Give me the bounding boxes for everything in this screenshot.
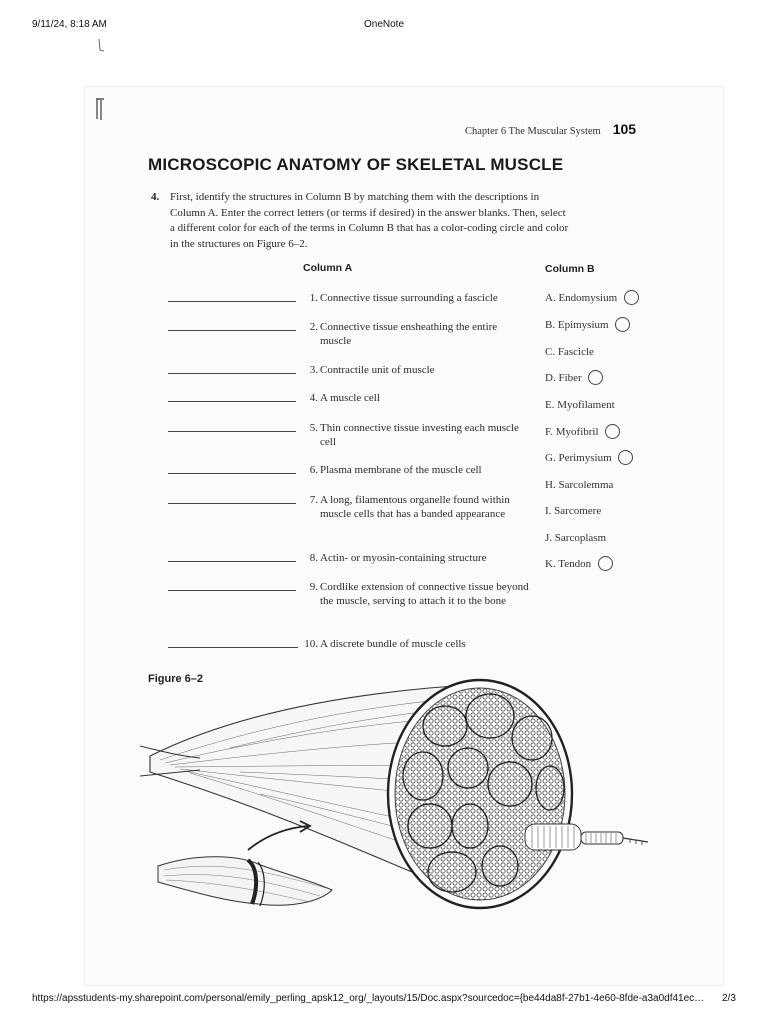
column-b-term — [545, 397, 615, 413]
item-number: 3. — [309, 364, 318, 376]
term-letter: I. — [545, 505, 552, 517]
column-b-heading: Column B — [545, 263, 595, 275]
question-number: 4. — [151, 191, 160, 203]
page-number: 105 — [612, 121, 637, 137]
term-name: Fiber — [558, 372, 582, 384]
item-text: Actin- or myosin-containing structure — [320, 552, 487, 564]
color-coding-circle[interactable] — [618, 450, 633, 465]
answer-blank[interactable] — [168, 373, 296, 374]
item-text: Plasma membrane of the muscle cell — [320, 464, 482, 476]
term-name: Endomysium — [558, 292, 618, 304]
column-b-term — [545, 450, 633, 466]
term-name: Perimysium — [558, 452, 612, 464]
print-footer — [0, 993, 768, 1007]
binding-mark — [94, 97, 106, 121]
term-name: Myofibril — [555, 426, 599, 438]
column-b-term — [545, 317, 630, 333]
term-letter: J. — [545, 532, 553, 544]
term-name: Sarcomere — [554, 505, 602, 517]
item-text: A long, filamentous organelle found within muscle cells that has a banded appearance — [320, 494, 510, 520]
section-title: MICROSCOPIC ANATOMY OF SKELETAL MUSCLE — [148, 155, 564, 174]
term-letter: E. — [545, 399, 555, 411]
print-header — [0, 19, 768, 33]
term-letter: B. — [545, 319, 556, 331]
item-text: Contractile unit of muscle — [320, 364, 435, 376]
column-b-term — [545, 477, 613, 493]
color-coding-circle[interactable] — [605, 424, 620, 439]
column-b-term — [545, 344, 594, 360]
item-number: 10. — [304, 638, 318, 650]
print-url: https://apsstudents-my.sharepoint.com/personal/emily_perling_apsk12_org/_layouts/15/Doc.aspx?sourcedoc={be44da8f-27b1-4e60-8fde-a3a0df41ec… — [32, 993, 705, 1004]
item-number: 8. — [309, 552, 318, 564]
answer-blank[interactable] — [168, 401, 296, 402]
answer-blank[interactable] — [168, 590, 296, 591]
figure-label: Figure 6–2 — [148, 673, 204, 685]
term-letter: H. — [545, 479, 556, 491]
running-head — [465, 121, 636, 137]
answer-blank[interactable] — [168, 561, 296, 562]
answer-blank[interactable] — [168, 330, 296, 331]
print-page-number: 2/3 — [722, 993, 736, 1004]
term-letter: K. — [545, 558, 556, 570]
item-number: 7. — [309, 494, 318, 506]
term-name: Sarcolemma — [558, 479, 614, 491]
answer-blank[interactable] — [168, 473, 296, 474]
term-name: Myofilament — [557, 399, 615, 411]
item-number: 6. — [309, 464, 318, 476]
term-name: Epimysium — [557, 319, 609, 331]
answer-blank[interactable] — [168, 431, 296, 432]
item-number: 5. — [309, 422, 318, 434]
print-datetime: 9/11/24, 8:18 AM — [32, 19, 107, 30]
item-text: Connective tissue surrounding a fascicle — [320, 292, 498, 304]
chapter-label: Chapter 6 The Muscular System — [465, 126, 601, 137]
pencil-mark — [96, 38, 106, 54]
item-text: A discrete bundle of muscle cells — [320, 638, 466, 650]
answer-blank[interactable] — [168, 647, 298, 648]
print-title: OneNote — [363, 19, 405, 30]
term-letter: D. — [545, 372, 556, 384]
item-text: A muscle cell — [320, 392, 380, 404]
color-coding-circle[interactable] — [588, 370, 603, 385]
term-letter: G. — [545, 452, 556, 464]
term-letter: A. — [545, 292, 556, 304]
term-letter: C. — [545, 346, 556, 358]
term-letter: F. — [545, 426, 553, 438]
column-b-term — [545, 370, 603, 386]
item-text: Cordlike extension of connective tissue beyond the muscle, serving to attach it to the bone — [320, 581, 529, 607]
item-number: 9. — [309, 581, 318, 593]
color-coding-circle[interactable] — [624, 290, 639, 305]
column-b-term — [545, 503, 601, 519]
item-number: 4. — [309, 392, 318, 404]
color-coding-circle[interactable] — [615, 317, 630, 332]
item-number: 1. — [309, 292, 318, 304]
item-number: 2. — [309, 321, 318, 333]
item-text: Thin connective tissue investing each muscle cell — [320, 422, 519, 448]
term-name: Sarcoplasm — [554, 532, 607, 544]
color-coding-circle[interactable] — [598, 556, 613, 571]
instructions: First, identify the structures in Column B by matching them with the descriptions in Column A. Enter the correct letters (or terms if desired) in the answer blanks. Then, select a different color for each of the terms in Column B that has a color-coding circle and color in the structures on Figure 6–2. — [170, 191, 569, 250]
column-b-term — [545, 424, 620, 440]
column-b-term — [545, 530, 606, 546]
column-b-term — [545, 290, 639, 306]
skeletal-muscle-illustration — [140, 676, 660, 940]
item-text: Connective tissue ensheathing the entire muscle — [320, 321, 498, 347]
term-name: Fascicle — [557, 346, 594, 358]
column-b-term — [545, 556, 613, 572]
term-name: Tendon — [558, 558, 592, 570]
column-a-heading: Column A — [303, 262, 353, 274]
answer-blank[interactable] — [168, 301, 296, 302]
answer-blank[interactable] — [168, 503, 296, 504]
